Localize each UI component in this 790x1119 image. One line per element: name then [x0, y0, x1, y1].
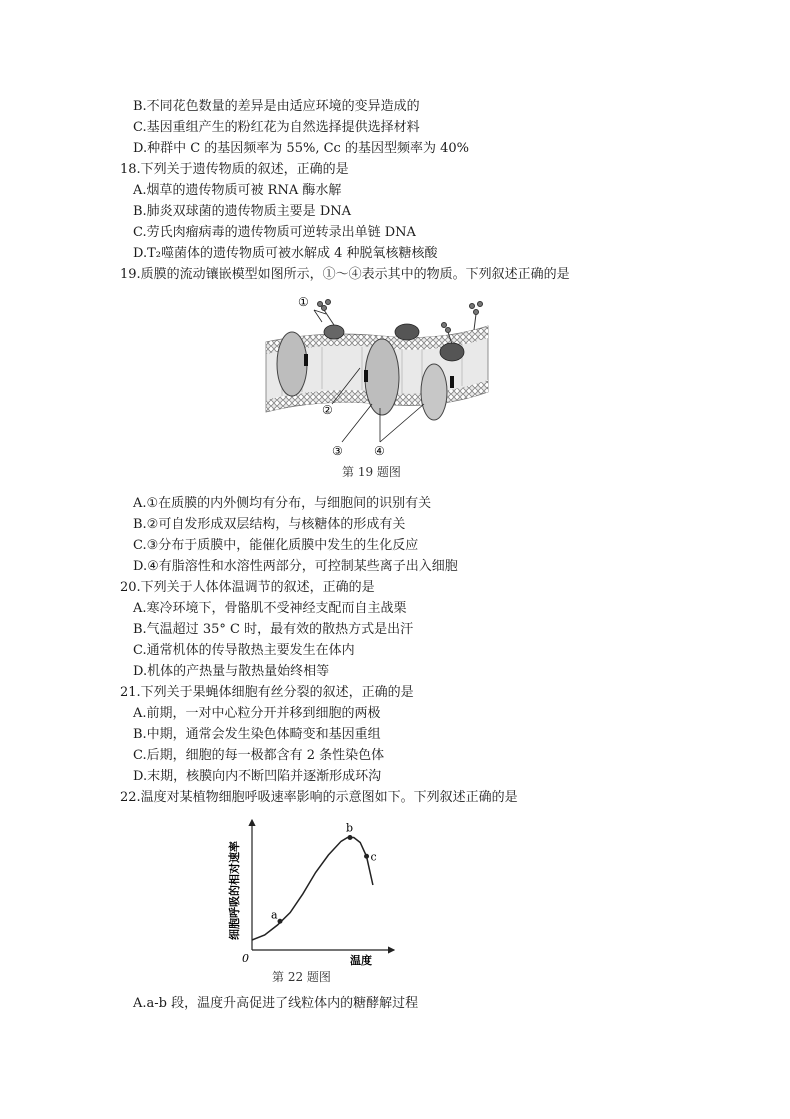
q18-stem: 18.下列关于遗传物质的叙述，正确的是 [120, 162, 349, 177]
q18-option-a: A.烟草的遗传物质可被 RNA 酶水解 [133, 183, 342, 198]
q19-option-d: D.④有脂溶性和水溶性两部分，可控制某些离子出入细胞 [133, 559, 458, 574]
q17-option-c: C.基因重组产生的粉红花为自然选择提供选择材料 [133, 120, 420, 135]
membrane-label-1: ① [298, 295, 309, 309]
q21-option-d: D.末期，核膜向内不断凹陷并逐渐形成环沟 [133, 769, 382, 784]
point-a-marker [278, 919, 283, 924]
q21-option-c: C.后期，细胞的每一极都含有 2 条性染色体 [133, 748, 385, 763]
q22-option-a: A.a-b 段，温度升高促进了线粒体内的糖酵解过程 [133, 996, 419, 1011]
q19-option-b: B.②可自发形成双层结构，与核糖体的形成有关 [133, 517, 406, 532]
q17-option-b: B.不同花色数量的差异是由适应环境的变异造成的 [133, 99, 420, 114]
point-b-marker [348, 835, 353, 840]
respiration-curve [252, 838, 373, 941]
membrane-label-4: ④ [374, 444, 385, 458]
point-b-label: b [346, 821, 354, 835]
point-c-label: c [370, 850, 377, 864]
q19-option-a: A.①在质膜的内外侧均有分布，与细胞间的识别有关 [133, 496, 432, 511]
q20-option-b: B.气温超过 35° C 时，最有效的散热方式是出汗 [133, 622, 414, 637]
q17-option-d: D.种群中 C 的基因频率为 55%, Cc 的基因型频率为 40% [133, 141, 469, 156]
q22-stem: 22.温度对某植物细胞呼吸速率影响的示意图如下。下列叙述正确的是 [120, 790, 518, 805]
q21-stem: 21.下列关于果蝇体细胞有丝分裂的叙述，正确的是 [120, 685, 414, 700]
q19-stem: 19.质膜的流动镶嵌模型如图所示，①～④表示其中的物质。下列叙述正确的是 [120, 267, 570, 282]
q22-figure-caption: 第 22 题图 [272, 970, 331, 984]
q20-stem: 20.下列关于人体体温调节的叙述，正确的是 [120, 580, 375, 595]
membrane-figure [262, 292, 492, 460]
q18-option-d: D.T₂噬菌体的遗传物质可被水解成 4 种脱氧核糖核酸 [133, 246, 438, 261]
respiration-chart [222, 812, 402, 970]
membrane-label-3: ③ [332, 444, 343, 458]
q18-option-b: B.肺炎双球菌的遗传物质主要是 DNA [133, 204, 352, 219]
q19-figure-caption: 第 19 题图 [342, 465, 401, 479]
q20-option-d: D.机体的产热量与散热量始终相等 [133, 664, 330, 679]
q21-option-a: A.前期，一对中心粒分开并移到细胞的两极 [133, 706, 381, 721]
point-a-label: a [271, 908, 278, 922]
point-c-marker [364, 854, 369, 859]
q21-option-b: B.中期，通常会发生染色体畸变和基因重组 [133, 727, 381, 742]
x-axis-label: 温度 [350, 954, 372, 967]
q20-option-c: C.通常机体的传导散热主要发生在体内 [133, 643, 355, 658]
origin-label: 0 [242, 952, 249, 965]
membrane-label-2: ② [322, 403, 333, 417]
q19-option-c: C.③分布于质膜中，能催化质膜中发生的生化反应 [133, 538, 419, 553]
q18-option-c: C.劳氏肉瘤病毒的遗传物质可逆转录出单链 DNA [133, 225, 416, 240]
q20-option-a: A.寒冷环境下，骨骼肌不受神经支配而自主战栗 [133, 601, 407, 616]
y-axis-label: 细胞呼吸的相对速率 [228, 841, 241, 940]
